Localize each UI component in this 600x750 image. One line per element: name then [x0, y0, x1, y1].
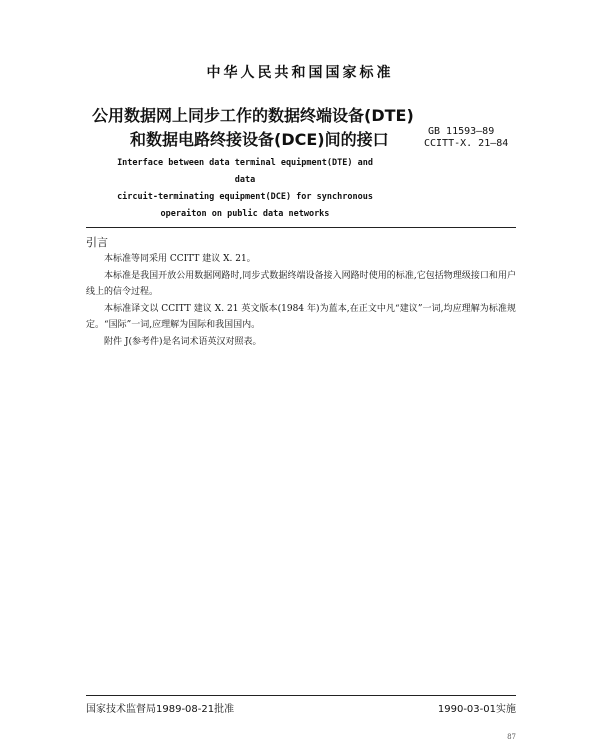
foreword-heading: 引言	[86, 236, 108, 249]
foreword-paragraph: 本标准译文以 CCITT 建议 X. 21 英文版本(1984 年)为蓝本,在正文中凡“建议”一词,均应理解为标准规定。“国际”一词,应理解为国际和我国国内。	[86, 303, 516, 330]
bottom-divider	[86, 695, 516, 696]
title-english-line-3: operaiton on public data networks	[160, 209, 330, 219]
title-chinese-line-2: 和数据电路终接设备(DCE)间的接口	[130, 130, 389, 149]
title-chinese-line-1: 公用数据网上同步工作的数据终端设备(DTE)	[92, 106, 414, 125]
title-english-line-2: circuit-terminating equipment(DCE) for synchronous	[117, 192, 373, 202]
approval-date: 国家技术监督局1989-08-21批准	[86, 704, 235, 715]
foreword-paragraph: 附件 J(参考件)是名词术语英汉对照表。	[104, 336, 262, 347]
top-divider	[86, 227, 516, 228]
title-english	[110, 155, 380, 223]
gb-standard-code: GB 11593—89	[428, 126, 495, 137]
ccitt-standard-code: CCITT-X. 21—84	[424, 138, 509, 149]
effective-date: 1990-03-01实施	[437, 704, 516, 715]
title-english-line-1: Interface between data terminal equipment(DTE) and data	[117, 158, 373, 185]
national-standard-header: 中华人民共和国国家标准	[206, 65, 394, 81]
foreword-paragraph: 本标准是我国开放公用数据网路时,同步式数据终端设备接入网路时使用的标准,它包括物理级接口和用户线上的信令过程。	[86, 270, 516, 297]
foreword-body	[86, 251, 516, 350]
foreword-paragraph: 本标准等同采用 CCITT 建议 X. 21。	[104, 254, 256, 264]
page-number: 87	[507, 733, 516, 741]
